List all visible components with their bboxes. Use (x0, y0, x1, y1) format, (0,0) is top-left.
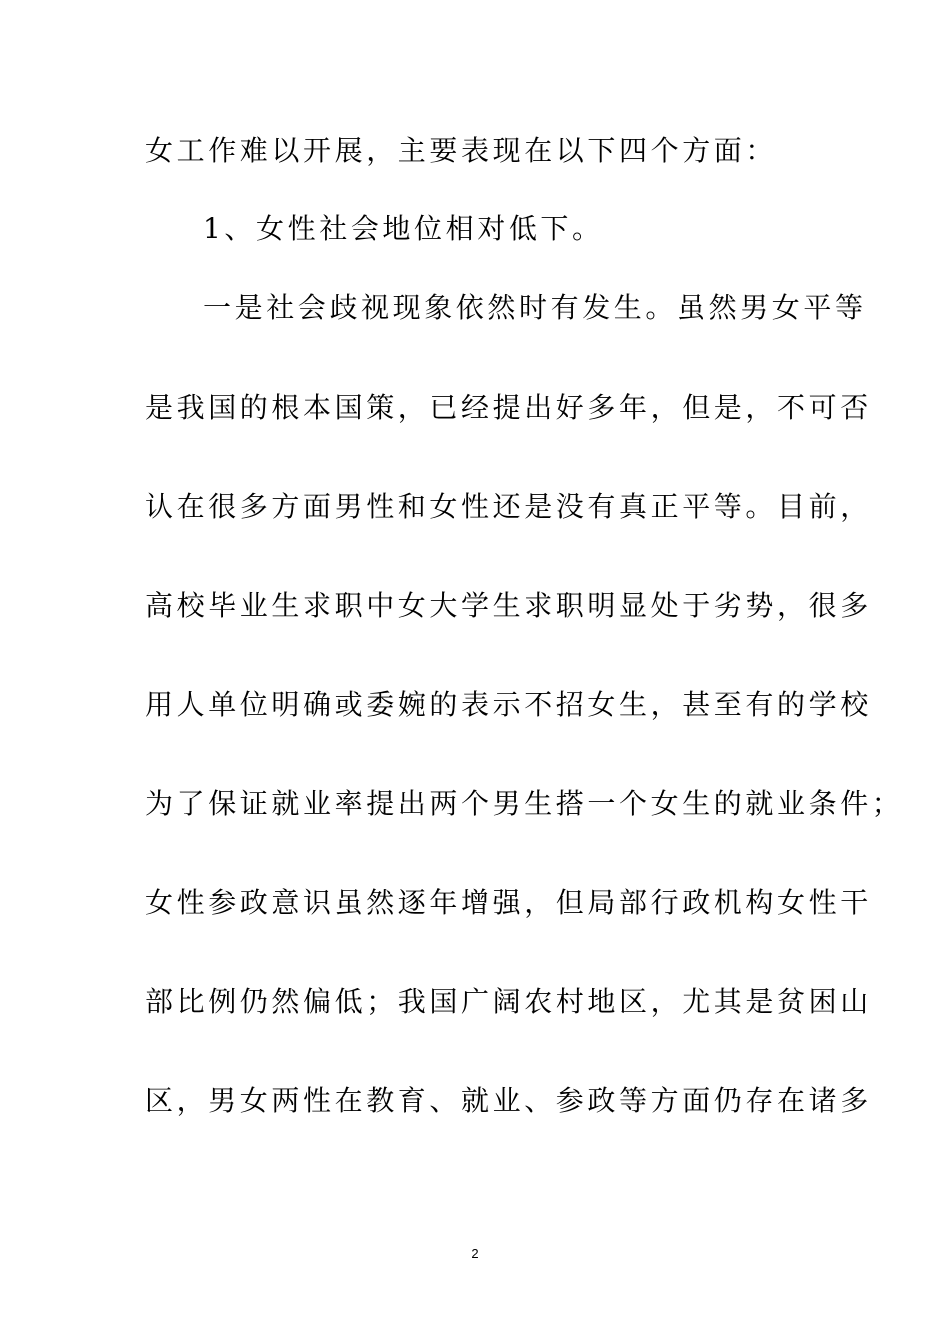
paragraph-line: 是我国的根本国策，已经提出好多年，但是，不可否 (145, 391, 872, 424)
paragraph-line: 认在很多方面男性和女性还是没有真正平等。目前， (145, 490, 872, 523)
paragraph-line: 用人单位明确或委婉的表示不招女生，甚至有的学校 (145, 688, 872, 721)
paragraph-line: 部比例仍然偏低；我国广阔农村地区，尤其是贫困山 (145, 985, 872, 1018)
paragraph-line: 区，男女两性在教育、就业、参政等方面仍存在诸多 (145, 1084, 872, 1117)
section-heading: 1、女性社会地位相对低下。 (203, 212, 604, 245)
page-number: 2 (471, 1246, 479, 1261)
paragraph-line: 一是社会歧视现象依然时有发生。虽然男女平等 (203, 291, 867, 324)
paragraph-line: 高校毕业生求职中女大学生求职明显处于劣势，很多 (145, 589, 872, 622)
paragraph-line: 女性参政意识虽然逐年增强，但局部行政机构女性干 (145, 886, 872, 919)
paragraph-line: 为了保证就业率提出两个男生搭一个女生的就业条件； (145, 787, 904, 820)
paragraph-line: 女工作难以开展，主要表现在以下四个方面： (145, 134, 778, 167)
